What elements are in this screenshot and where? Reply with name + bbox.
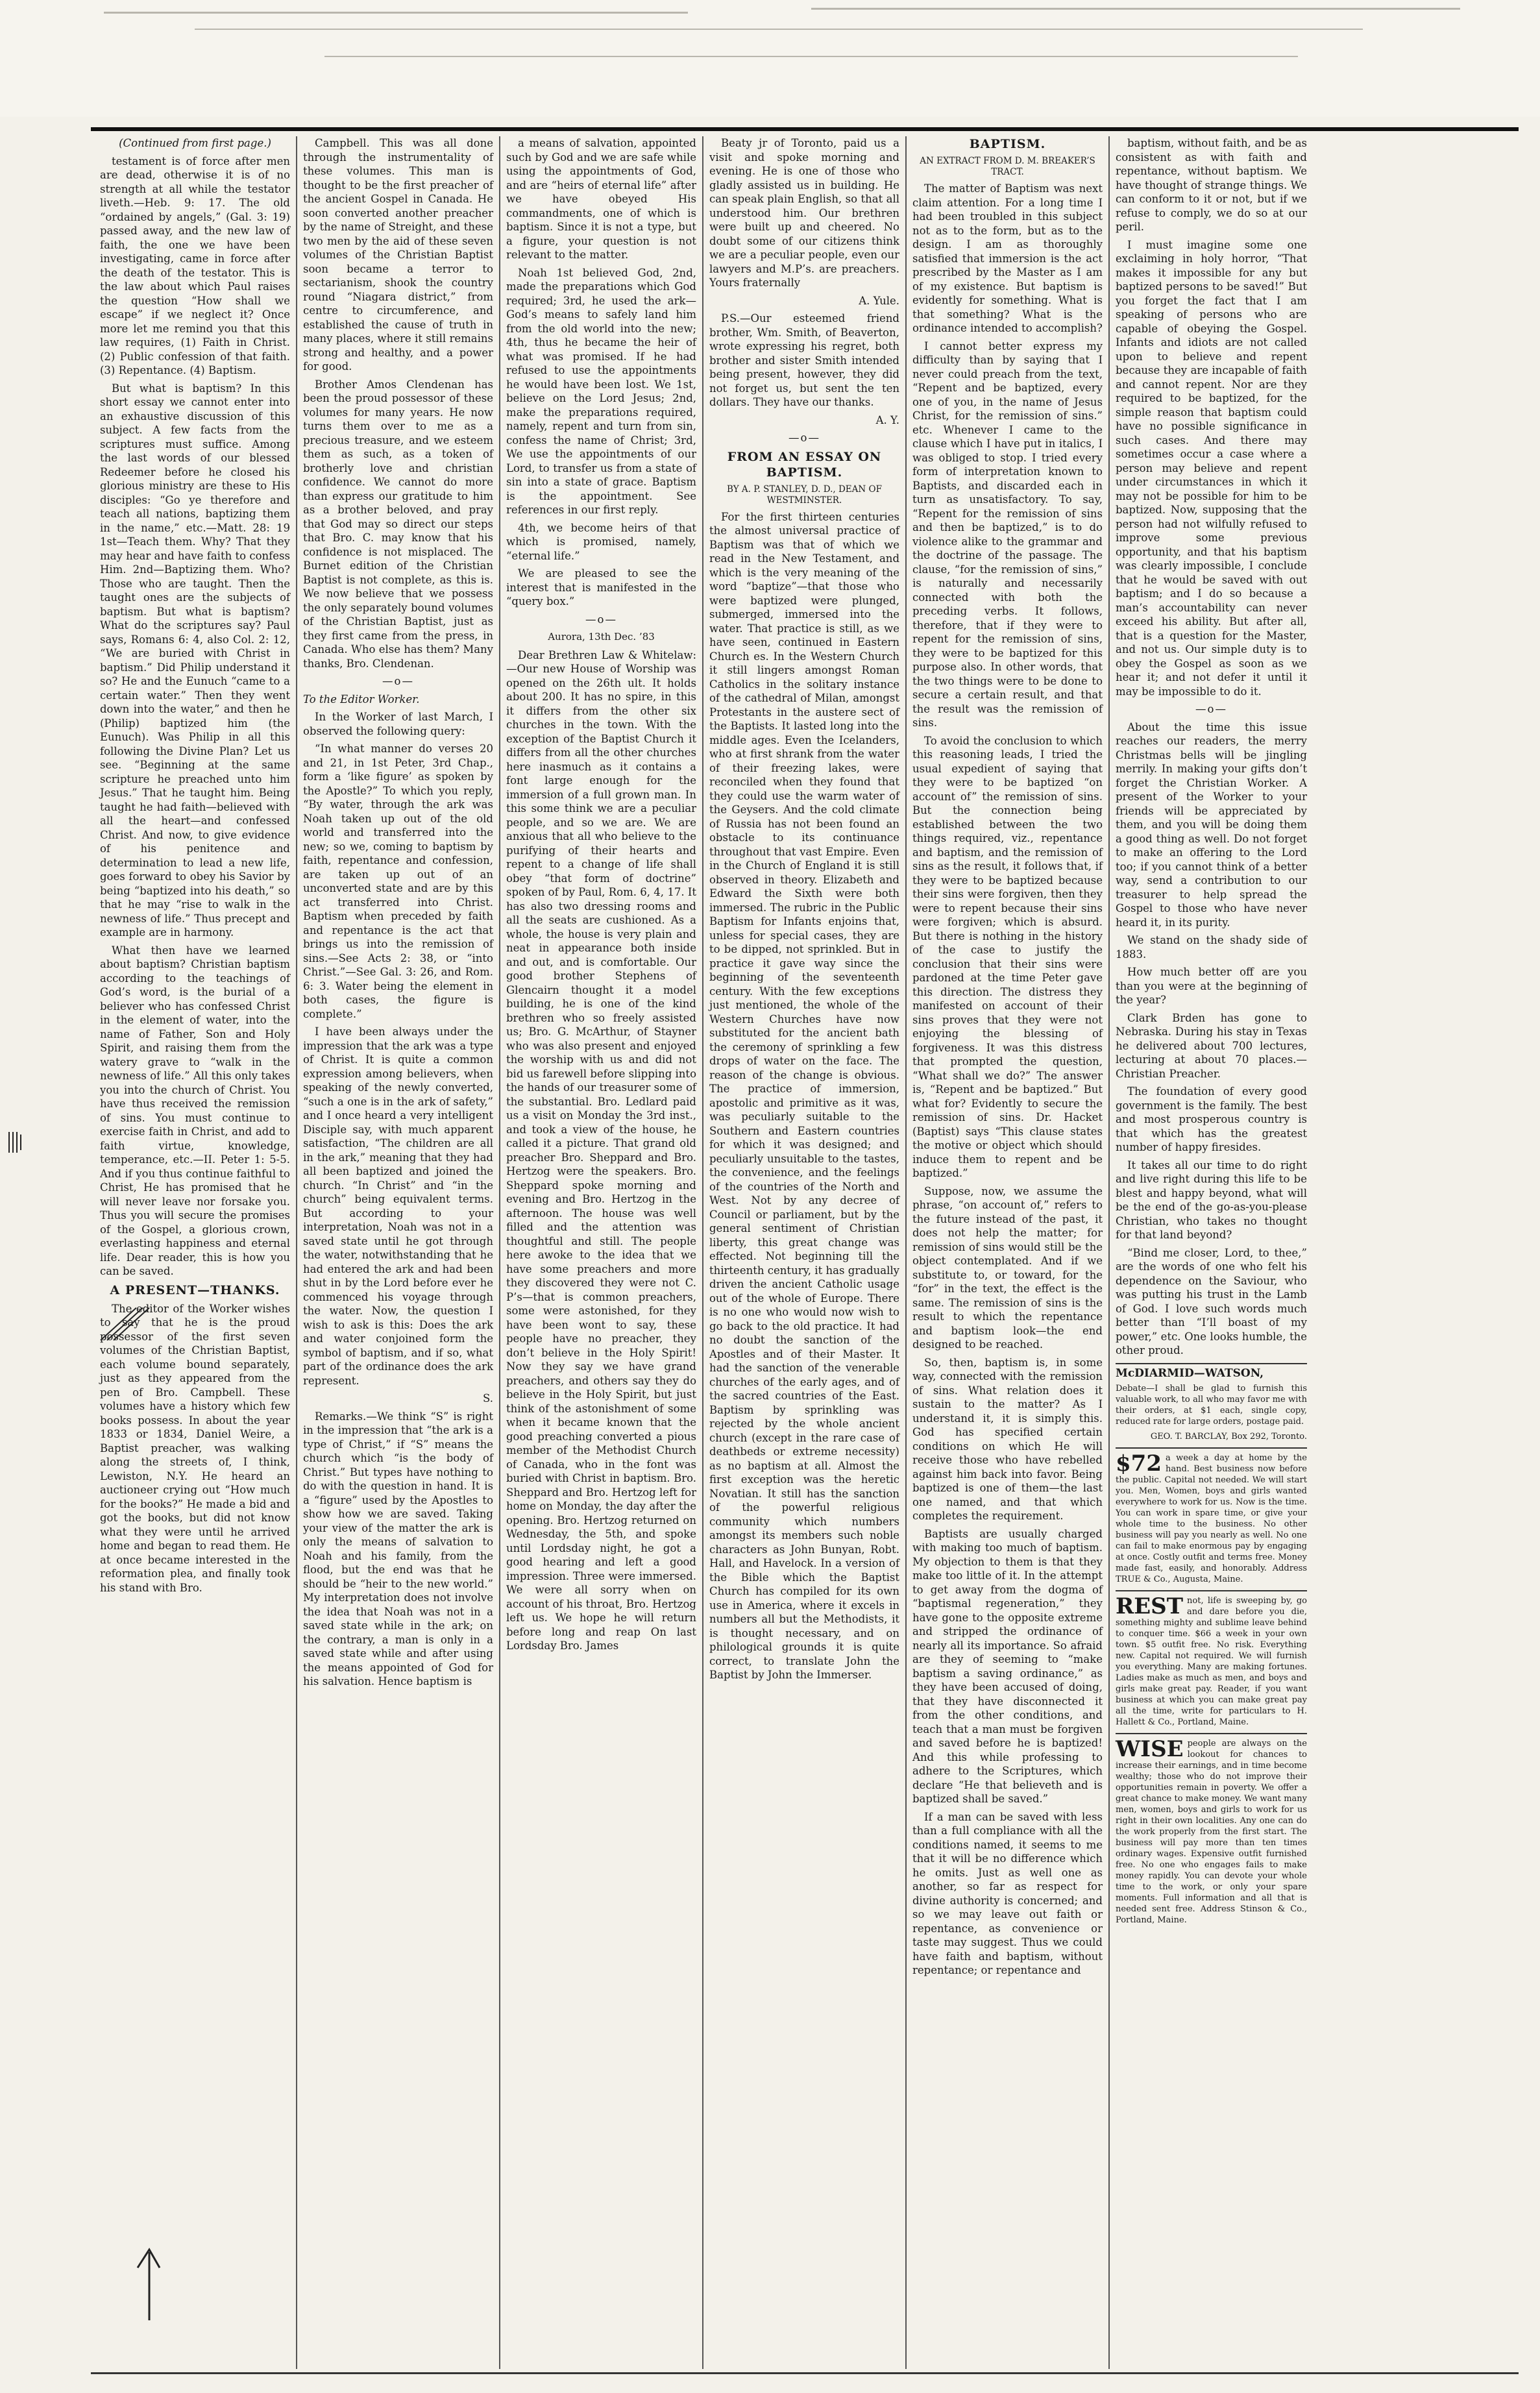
column-5	[907, 136, 1110, 2369]
ad-text: people are always on the lookout for chances to increase their earnings, and in time become wealthy; those who do not improve their opportunities remain in poverty. We offer a great chance to make money. We want many men, women, boys and girls to work for us right in their own localities. Any one can do the work properly from the first start. The business will pay more than ten times ordinary wages. Expensive outfit furnished free. No one who engages fails to make money rapidly. You can devote your whole time to the work, or only your spare moments. Full information and all that is needed sent free. Address Stinson & Co., Portland, Maine.	[1116, 1738, 1307, 1925]
top-scuff	[195, 29, 1363, 30]
paragraph: Dear Brethren Law & Whitelaw:—Our new House of Worship was opened on the 26th ult. It holds about 200. It has no spire, in this it differs from the other six churches in the town. With the exception of the Baptist Church it differs from all the other churches here inasmuch as it contains a font large enough for the immersion of a full grown man. In this some think we are a peculiar people, and so we are. We are anxious that all who believe to the purifying of their hearts and repent to a change of life shall obey “that form of doctrine” spoken of by Paul, Rom. 6, 4, 17. It has also two dressing rooms and all the seats are cushioned. As a whole, the house is very plain and neat in appearance both inside and out, and is comfortable. Our good brother Stephens of Glencairn thought it a model building, he is one of the kind brethren who so freely assisted us; Bro. G. McArthur, of Stayner who was also present and enjoyed the worship with us and did not bid us farewell before slipping into the hands of our treasurer some of the substantial. Bro. Ledlard paid us a visit on Monday the 3rd inst., and took a view of the house, he called it a picture. That grand old preacher Bro. Sheppard and Bro. Hertzog were the speakers. Bro. Sheppard spoke morning and evening and Bro. Hertzog in the afternoon. The house was well filled and the attention was thoughtful and still. The people here awoke to the idea that we have some preachers and more they discovered they were not C. P’s—that is common preachers, some were astonished, for they have been wont to say, these people have no preacher, they don’t believe in the Holy Spirit! Now they say we have grand preachers, and others say they do believe in the Holy Spirit, but just think of the astonishment of some when it became known that the good preaching converted a pious member of the Methodist Church of Canada, who in the font was buried with Christ in baptism. Bro. Sheppard and Bro. Hertzog left for home on Monday, the day after the opening. Bro. Hertzog returned on Wednesday, the 5th, and spoke until Lordsday night, he got a good hearing and left a good impression. Three were immersed. We were all sorry when on account of his throat, Bro. Hertzog left us. We hope he will return before long and reap On last Lordsday Bro. James	[506, 648, 696, 1652]
paragraph: “Bind me closer, Lord, to thee,” are the words of one who felt his dependence on the Saviour, who was putting his trust in the Lamb of God. I love such words much better than “I’ll boast of my power,” etc. One looks humble, the other proud.	[1116, 1246, 1307, 1356]
top-margin	[0, 0, 1540, 117]
paragraph: testament is of force after men are dead, otherwise it is of no strength at all while the testator liveth.—Heb. 9: 17. The old “ordained by angels,” (Gal. 3: 19) passed away, and the new law of faith, the one we have been investigating, came in force after the death of the testator. This is the law about which Paul raises the question “How shall we escape” if we neglect it? Once more let me remind you that this law requires, (1) Faith in Christ. (2) Public confession of that faith. (3) Repentance. (4) Baptism.	[100, 154, 290, 376]
bottom-rule	[91, 2372, 1519, 2374]
paragraph: If a man can be saved with less than a full compliance with all the conditions named, it seems to me that it will be no difference which he omits. Just as well one as another, so far as respect for divine authority is concerned; and so we may leave out faith or repentance, as convenience or taste may suggest. Thus we could have faith and baptism, without repentance; or repentance and	[912, 1810, 1103, 1976]
paragraph: baptism, without faith, and be as consistent as with faith and repentance, without baptism. We have thought of strange things. We can conform to it or not, but if we refuse to comply, we do so at our peril.	[1116, 137, 1307, 233]
signature: A. Y.	[875, 413, 899, 426]
separator: —o—	[382, 675, 414, 687]
paragraph: 4th, we become heirs of that which is promised, namely, “eternal life.”	[506, 521, 696, 562]
separator: —o—	[788, 432, 820, 444]
paragraph: The foundation of every good government is the family. The best and most prosperous country is that which has the greatest number of happy firesides.	[1116, 1085, 1307, 1153]
paragraph: We stand on the shady side of 1883.	[1116, 934, 1307, 961]
paragraph: Remarks.—We think “S” is right in the impression that “the ark is a type of Christ,” if “S” means the church which “is the body of Christ.” But types have nothing to do with the question in hand. It is a “figure” used by the Apostles to show how we are saved. Taking your view of the matter the ark is only the means of salvation to Noah and his family, from the flood, but the end was that he should be “heir to the new world.” My interpretation does not involve the idea that Noah was not in a saved state while in the ark; on the contrary, a man is only in a saved state while and after using the means appointed of God for his salvation. Hence baptism is	[303, 1410, 493, 1687]
paragraph: Clark Brden has gone to Nebraska. During his stay in Texas he delivered about 700 lectures, lecturing at about 70 places.—Christian Preacher.	[1116, 1011, 1307, 1080]
continued-note: (Continued from first page.)	[119, 137, 271, 149]
column-3	[500, 136, 703, 2369]
ad-text: Debate—I shall be glad to furnish this valuable work, to all who may favor me with their orders, at $1 each, single copy, reduced rate for large orders, postage paid.	[1116, 1383, 1307, 1427]
article-heading: BAPTISM.	[969, 137, 1046, 151]
letter-salutation: To the Editor Worker.	[303, 693, 420, 706]
ad-headline: $72	[1116, 1450, 1162, 1477]
ad-headline: REST	[1116, 1593, 1184, 1619]
paragraph: Noah 1st believed God, 2nd, made the preparations which God required; 3rd, he used the ark—God’s means to safely land him from the old world into the new; 4th, thus he became the heir of what was promised. If he had refused to use the appointments he would have been lost. We 1st, believe on the Lord Jesus; 2nd, make the preparations required, namely, repent and turn from sin, confess the name of Christ; 3rd, We use the appointments of our Lord, to transfer us from a state of sin into a state of grace. Baptism is the appointment. See references in our first reply.	[506, 266, 696, 516]
column-1	[94, 136, 297, 2369]
byline: AN EXTRACT FROM D. M. BREAKER’S TRACT.	[920, 156, 1095, 177]
top-rule	[91, 127, 1519, 131]
arrow-up-mark-icon	[130, 2246, 169, 2324]
ad-signature: GEO. T. BARCLAY, Box 292, Toronto.	[1150, 1431, 1307, 1442]
advertisement	[1116, 1447, 1307, 1585]
advertisement	[1116, 1363, 1307, 1442]
column-4	[703, 136, 907, 2369]
paragraph: We are pleased to see the interest that is manifested in the “query box.”	[506, 567, 696, 607]
column-6	[1110, 136, 1313, 2369]
paragraph: But what is baptism? In this short essay we cannot enter into an exhaustive discussion of this subject. A few facts from the scriptures must suffice. Among the last words of our blessed Redeemer before he closed his glorious ministry are these to His disciples: “Go ye therefore and teach all nations, baptizing them in the name,” etc.—Matt. 28: 19 1st—Teach them. Why? That they may hear and have faith to confess Him. 2nd—Baptizing them. Who? Those who are taught. Then the taught ones are the subjects of baptism. But what is baptism? What do the scriptures say? Paul says, Romans 6: 4, also Col. 2: 12, “We are buried with Christ in baptism.” Did Philip understand it so? He and the Eunuch “came to a certain water.” Then they went down into the water,” and then he (Philip) baptized him (the Eunuch). Was Philip in all this following the Divine Plan? Let us see. “Beginning at the same scripture he preached unto him Jesus.” That he taught him. Being taught he had faith—believed with all the heart—and confessed Christ. And now, to give evidence of his penitence and determination to lead a new life, goes forward to obey his Savior by being “baptized into his death,” so that he may “rise to walk in the newness of life.” Thus precept and example are in harmony.	[100, 382, 290, 939]
paragraph: I must imagine some one exclaiming in holy horror, “That makes it impossible for any but baptized persons to be saved!” But you forget the fact that I am speaking of persons who are capable of obeying the Gospel. Infants and idiots are not called upon to believe and repent because they are incapable of faith and cannot repent. Nor are they required to be baptized, for the simple reason that baptism could have no possible significance in such cases. And there may sometimes occur a case where a person may believe and repent under circumstances in which it may not be possible for him to be baptized. Now, supposing that the person had not wilfully refused to improve some previous opportunity, and that his baptism was clearly impossible, I conclude that he would be saved with out baptism; and I do so because a man’s accountability can never exceed his ability. But after all, that is a question for the Master, and not us. Our simple duty is to obey the Gospel as soon as we hear it; and not defer it until it may be impossible to do it.	[1116, 238, 1307, 698]
bracket-mark-icon	[6, 1129, 26, 1155]
paragraph: For the first thirteen centuries the almost universal practice of Baptism was that of which we read in the New Testament, and which is the very meaning of the word “baptize”—that those who were baptized were plunged, submerged, immersed into the water. That practice is still, as we have seen, continued in Eastern Church es. In the Western Church it still lingers amongst Roman Catholics in the solitary instance of the cathedral of Milan, amongst Protestants in the austere sect of the Baptists. It lasted long into the middle ages. Even the Icelanders, who at first shrank from the water of their freezing lakes, were reconciled when they found that they could use the warm water of the Geysers. And the cold climate of Russia has not been found an obstacle to its continuance throughout that vast Empire. Even in the Church of England it is still observed in theory. Elizabeth and Edward the Sixth were both immersed. The rubric in the Public Baptism for Infants enjoins that, unless for special cases, they are to be dipped, not sprinkled. But in practice it gave way since the beginning of the seventeenth century. With the few exceptions just mentioned, the whole of the Western Churches have now substituted for the ancient bath the ceremony of sprinkling a few drops of water on the face. The reason of the change is obvious. The practice of immersion, apostolic and primitive as it was, was peculiarly suitable to the Southern and Eastern countries for which it was designed; and peculiarly unsuitable to the tastes, the convenience, and the feelings of the countries of the North and West. Not by any decree of Council or parliament, but by the general sentiment of Christian liberty, this great change was effected. Not beginning till the thirteenth century, it has gradually driven the ancient Catholic usage out of the whole of Europe. There is no one who would now wish to go back to the old practice. It had no doubt the sanction of the Apostles and of their Master. It had the sanction of the venerable churches of the early ages, and of the sacred countries of the East. Baptism by sprinkling was rejected by the whole ancient church (except in the rare case of deathbeds or extreme necessity) as no baptism at all. Almost the first exception was the heretic Novatian. It still has the sanction of the powerful religious community which numbers amongst its members such noble characters as John Bunyan, Robt. Hall, and Havelock. In a version of the Bible which the Baptist Church has compiled for its own use in America, where it excels in numbers all but the Methodists, it is thought necessary, and on philological grounds it is quite correct, to translate John the Baptist by John the Immerser.	[709, 510, 899, 1681]
dateline: Aurora, 13th Dec. ’83	[548, 631, 655, 643]
advertisement	[1116, 1733, 1307, 1926]
paragraph: Brother Amos Clendenan has been the proud possessor of these volumes for many years. He now turns them over to me as a precious treasure, and we esteem them as such, as a token of brotherly love and christian confidence. We cannot do more than express our gratitude to him as a brother beloved, and pray that God may so direct our steps that Bro. C. may know that his confidence is not misplaced. The Burnet edition of the Christian Baptist is not complete, as this is. We now believe that we possess the only separately bound volumes of the Christian Baptist, just as they first came from the press, in Canada. Who else has them? Many thanks, Bro. Clendenan.	[303, 378, 493, 670]
paragraph: Beaty jr of Toronto, paid us a visit and spoke morning and evening. He is one of those who gladly assisted us in building. He can speak plain English, so that all understood him. Our brethren were built up and cheered. No doubt some of our citizens think we are a peculiar people, even our lawyers and M.P’s. are preachers. Yours fraternally	[709, 137, 899, 289]
top-scuff	[811, 8, 1460, 10]
top-scuff	[104, 12, 688, 14]
paragraph: How much better off are you than you were at the beginning of the year?	[1116, 966, 1307, 1006]
paragraph: In the Worker of last March, I observed the following query:	[303, 711, 493, 737]
separator: —o—	[585, 613, 617, 626]
article-heading: A PRESENT—THANKS.	[110, 1282, 280, 1297]
paragraph: About the time this issue reaches our readers, the merry Christmas bells will be jingling merrily. In making your gifts don’t forget the Christian Worker. A present of the Worker to your friends will be appreciated by them, and you will be doing them a good thing as well. Do not forget to make an offering to the Lord too; if you cannot think of a better way, send a contribution to our treasurer to help spread the Gospel to those who have never heard it, in its purity.	[1116, 720, 1307, 929]
paragraph: So, then, baptism is, in some way, connected with the remission of sins. What relation does it sustain to the matter? As I understand it, it is simply this. God has specified certain conditions on which He will receive those who have rebelled against him back into favor. Being baptized is one of them—the last one named, and that which completes the requirement.	[912, 1356, 1103, 1522]
paragraph: What then have we learned about baptism? Christian baptism according to the teachings of God’s word, is the burial of a believer who has confessed Christ in the element of water, into the name of Father, Son and Holy Spirit, and raising them from the watery grave to “walk in the newness of life.” All this only takes you into the church of Christ. You have thus received the remission of sins. You must continue to exercise faith in Christ, and add to faith virtue, knowledge, temperance, etc.—II. Peter 1: 5-5. And if you thus continue faithful to Christ, He has promised that he will never leave nor forsake you. Thus you will secure the promises of the Gospel, a glorious crown, everlasting happiness and eternal life. Dear reader, this is how you can be saved.	[100, 944, 290, 1277]
signature: S.	[483, 1392, 493, 1405]
paragraph: a means of salvation, appointed such by God and we are safe while using the appointments of God, and are “heirs of eternal life” after we have obeyed His commandments, one of which is baptism. Since it is not a type, but a figure, your question is not relevant to the matter.	[506, 137, 696, 261]
paragraph: Baptists are usually charged with making too much of baptism. My objection to them is that they make too little of it. In the attempt to get away from the dogma of “baptismal regeneration,” they have gone to the opposite extreme and stripped the ordinance of nearly all its importance. So afraid are they of seeming to “make baptism a saving ordinance,” as they have been accused of doing, that they have disconnected it from the other conditions, and teach that a man must be forgiven and saved before he is baptized! And this while professing to adhere to the Scriptures, which declare “He that believeth and is baptized shall be saved.”	[912, 1527, 1103, 1805]
ad-headline: WISE	[1116, 1736, 1184, 1762]
paragraph: The matter of Baptism was next claim attention. For a long time I had been troubled in this subject not as to the form, but as to the design. I am as thoroughly satisfied that immersion is the act prescribed by the Master as I am of my existence. But baptism is evidently for something. What is that something? What is the ordinance intended to accomplish?	[912, 182, 1103, 334]
newspaper-columns	[94, 136, 1519, 2369]
paragraph: The editor of the Worker wishes to say that he is the proud possessor of the first seven volumes of the Christian Baptist, each volume bound separately, just as they appeared from the pen of Bro. Campbell. These volumes have a history which few books possess. In about the year 1833 or 1834, Daniel Weire, a Baptist preacher, was walking along the streets of, I think, Lewiston, N.Y. He heard an auctioneer crying out “How much for the books?” He made a bid and got the books, but did not know what they were until he arrived home and began to read them. He at once became interested in the reformation plea, and finally took his stand with Bro.	[100, 1302, 290, 1594]
article-heading: FROM AN ESSAY ON BAPTISM.	[727, 449, 882, 480]
ad-text: not, life is sweeping by, go and dare before you die, something mighty and sublime leave behind to conquer time. $66 a week in your own town. $5 outfit free. No risk. Everything new. Capital not required. We will furnish you everything. Many are making fortunes. Ladies make as much as men, and boys and girls make great pay. Reader, if you want business at which you can make great pay all the time, write for particulars to H. Hallett & Co., Portland, Maine.	[1116, 1595, 1307, 1727]
byline: BY A. P. STANLEY, D. D., DEAN OF WESTMINSTER.	[727, 484, 882, 506]
ad-text: a week a day at home by the hand. Best business now before the public. Capital not needed. We will start you. Men, Women, boys and girls wanted everywhere to work for us. Now is the time. You can work in spare time, or give your whole time to the business. No other business will pay you nearly as well. No one can fail to make enormous pay by engaging at once. Costly outfit and terms free. Money made fast, easily, and honorably. Address TRUE & Co., Augusta, Maine.	[1116, 1453, 1307, 1584]
ad-title: McDIARMID—WATSON,	[1116, 1366, 1264, 1380]
signature: A. Yule.	[859, 294, 899, 307]
top-scuff	[324, 56, 1298, 57]
strikethrough-mark-icon	[97, 1305, 175, 1344]
paragraph: P.S.—Our esteemed friend brother, Wm. Smith, of Beaverton, wrote expressing his regret, both brother and sister Smith intended being present, however, they did not forget us, but sent the ten dollars. They have our thanks.	[709, 312, 899, 408]
paragraph: I cannot better express my difficulty than by saying that I never could preach from the text, “Repent and be baptized, every one of you, in the name of Jesus Christ, for the remission of sins.” etc. Whenever I came to the clause which I have put in italics, I was obliged to stop. I tried every form of interpretation known to Baptists, and discarded each in turn as unsatisfactory. To say, “Repent for the remission of sins and then be baptized,” is to do violence alike to the grammar and the doctrine of the passage. The clause, “for the remission of sins,” is naturally and necessarily connected with both the preceding verbs. It follows, therefore, that if they were to repent for the remission of sins, they were to be baptized for this purpose also. In other words, that the two things were to be done to secure a certain result, and that the result was the remission of sins.	[912, 339, 1103, 729]
paragraph: Campbell. This was all done through the instrumentality of these volumes. This man is thought to be the first preacher of the ancient Gospel in Canada. He soon converted another preacher by the name of Streight, and these two men by the aid of these seven volumes of the Christian Baptist soon became a terror to sectarianism, shook the country round “Niagara district,” from centre to circumference, and established the cause of truth in many places, where it still remains strong and healthy, and a power for good.	[303, 137, 493, 373]
paragraph: I have been always under the impression that the ark was a type of Christ. It is quite a common expression among believers, when speaking of the newly converted, “such a one is in the ark of safety,” and I once heard a very intelligent Disciple say, with much apparent satisfaction, “The children are all in the ark,” meaning that they had all been baptized and joined the church. “In Christ” and “in the church” being equivalent terms. But according to your interpretation, Noah was not in a saved state until he got through the water, notwithstanding that he had entered the ark and had been shut in by the Lord before ever he commenced his voyage through the water. Now, the question I wish to ask is this: Does the ark and water conjoined form the symbol of baptism, and if so, what part of the ordinance does the ark represent.	[303, 1025, 493, 1387]
column-2	[297, 136, 500, 2369]
paragraph: “In what manner do verses 20 and 21, in 1st Peter, 3rd Chap., form a ‘like figure’ as spoken by the Apostle?” To which you reply, “By water, through the ark was Noah taken up out of the old world and transferred into the new; so we, coming to baptism by faith, repentance and confession, are taken up out of an unconverted state and are by this act transferred into Christ. Baptism when preceded by faith and repentance is the act that brings us into the remission of sins.—See Acts 2: 38, or “into Christ.”—See Gal. 3: 26, and Rom. 6: 3. Water being the element in both cases, the figure is complete.”	[303, 742, 493, 1020]
separator: —o—	[1195, 703, 1227, 715]
advertisement	[1116, 1590, 1307, 1728]
paragraph: It takes all our time to do right and live right during this life to be blest and happy beyond, what will be the end of the go-as-you-please Christian, who takes no thought for that land beyond?	[1116, 1159, 1307, 1241]
paragraph: To avoid the conclusion to which this reasoning leads, I tried the usual expedient of saying that they were to be baptized “on account of” the remission of sins. But the connection being established between the two things required, viz., repentance and baptism, and the remission of sins as the result, it follows that, if they were to be baptized because their sins were forgiven, then they were to repent because their sins were forgiven; which is absurd. But there is nothing in the history of the case to justify the conclusion that their sins were pardoned at the time Peter gave this direction. The distress they manifested on account of their sins proves that they were not enjoying the blessing of forgiveness. It was this distress that prompted the question, “What shall we do?” The answer is, “Repent and be baptized.” But what for? Evidently to secure the remission of sins. Dr. Hacket (Baptist) says “This clause states the motive or object which should induce them to repent and be baptized.”	[912, 734, 1103, 1179]
paragraph: Suppose, now, we assume the phrase, “on account of,” refers to the future instead of the past, it does not help the matter; for remission of sins would still be the object contemplated. And if we substitute to, or toward, for the “for” in the text, the effect is the same. The remission of sins is the result to which the repentance and baptism look—the end designed to be reached.	[912, 1184, 1103, 1351]
